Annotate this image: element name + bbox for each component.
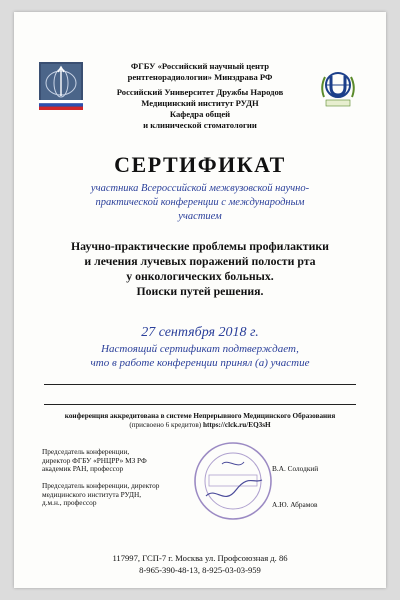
signatory-2-name: А.Ю. Абрамов <box>272 500 318 509</box>
institute-stamp-icon <box>192 440 274 522</box>
subtitle-line: участника Всероссийской межвузовской научно- <box>90 183 310 194</box>
signatory-role-line: Председатель конференции, <box>42 447 130 456</box>
subtitle-line: практической конференции с международным <box>95 197 305 208</box>
footer-phones: 8-965-390-48-13, 8-925-03-03-959 <box>139 565 261 575</box>
participant-name-line <box>44 384 356 385</box>
conference-date: 27 сентября 2018 г. <box>141 325 259 340</box>
participant-subtitle <box>44 182 356 224</box>
confirmation-text <box>42 342 358 370</box>
accreditation-note <box>42 412 358 430</box>
accreditation-link[interactable]: https://clck.ru/EQ3sH <box>202 421 271 429</box>
header-org1-line2: рентгенорадиологии» Минздрава РФ <box>127 72 273 82</box>
signatory-1-name: В.А. Солодкий <box>272 464 319 473</box>
topic-line: Научно-практические проблемы профилактики <box>71 239 329 253</box>
topic-line: Поиски путей решения. <box>136 284 264 298</box>
signatory-role-line: Председатель конференции, директор <box>42 481 160 490</box>
signatory-role-line: д.м.н., профессор <box>42 498 97 508</box>
topic-line: и лечения лучевых поражений полости рта <box>84 254 316 268</box>
participant-name-line <box>44 404 356 405</box>
header-org2-line4: и клинической стоматологии <box>143 120 257 130</box>
confirmation-line: Настоящий сертификат подтверждает, <box>101 343 299 355</box>
subtitle-line: участием <box>178 211 222 222</box>
certificate-sheet <box>14 12 386 588</box>
header-org1-line1: ФГБУ «Российский научный центр <box>130 61 270 71</box>
header-org2-line2: Медицинский институт РУДН <box>141 98 259 108</box>
header-org2-line1: Российский Университет Дружбы Народов <box>116 87 284 97</box>
header-org2-line3: Кафедра общей <box>169 109 231 119</box>
accreditation-credits: (присвоено 6 кредитов) <box>129 421 203 429</box>
signatory-role-line: медицинского института РУДН, <box>42 489 142 499</box>
signatory-role-line: академик РАН, профессор <box>42 464 124 474</box>
footer-address: 117997, ГСП-7 г. Москва ул. Профсоюзная д. 86 <box>112 553 288 563</box>
conference-topic <box>34 239 366 299</box>
signatory-role-line: директор ФГБУ «РНЦРР» МЗ РФ <box>42 455 147 465</box>
confirmation-line: что в работе конференции принял (а) участие <box>90 357 310 369</box>
accreditation-line: конференция аккредитована в системе Непрерывного Медицинского Образования <box>64 412 336 420</box>
certificate-title: СЕРТИФИКАТ <box>114 152 286 177</box>
topic-line: у онкологических больных. <box>126 269 274 283</box>
footer <box>14 552 386 576</box>
